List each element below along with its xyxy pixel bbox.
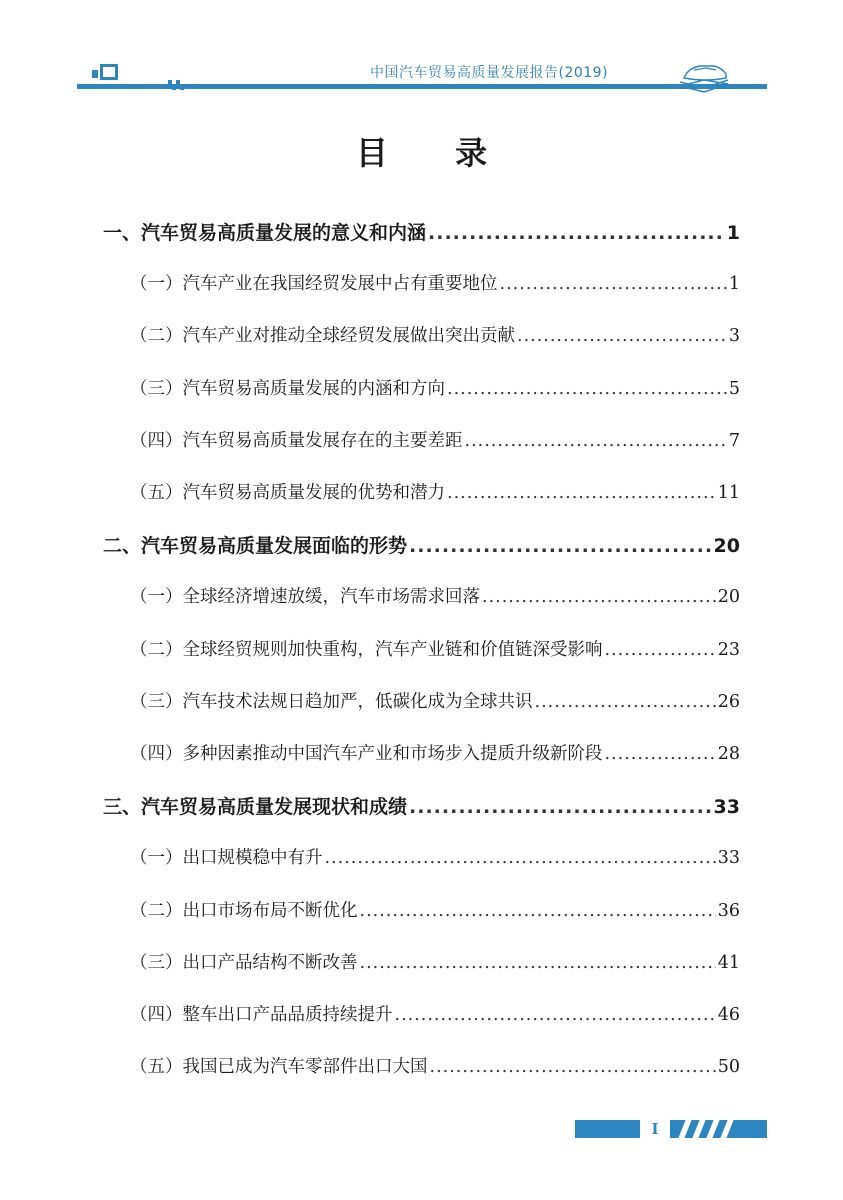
header-dots-icon: [168, 80, 184, 94]
footer-slashes-icon: [672, 1119, 742, 1139]
toc-leader-dots: [500, 274, 727, 294]
toc-entry: [130, 740, 740, 765]
toc-entry-page: 20: [713, 535, 740, 557]
toc-entry: [130, 844, 740, 869]
toc-entry: [130, 1053, 740, 1078]
toc-entry: [130, 479, 740, 504]
toc-entry: [103, 792, 740, 819]
toc-entry-label: （四）多种因素推动中国汽车产业和市场步入提质升级新阶段: [130, 744, 603, 764]
toc-entry: [130, 270, 740, 295]
toc-leader-dots: [447, 483, 716, 503]
toc-entry-page: 36: [717, 901, 740, 921]
toc-leader-dots: [482, 587, 716, 607]
toc-entry-page: 33: [717, 848, 740, 868]
toc-entry-page: 20: [717, 587, 740, 607]
toc-leader-dots: [360, 953, 716, 973]
toc-entry-label: （一）出口规模稳中有升: [130, 848, 323, 868]
footer-page-number: I: [640, 1119, 670, 1139]
toc-entry: [130, 322, 740, 347]
toc-leader-dots: [605, 640, 716, 660]
toc-entry-page: 41: [717, 953, 740, 973]
toc-entry-label: 一、汽车贸易高质量发展的意义和内涵: [103, 222, 427, 244]
toc-entry: [130, 583, 740, 608]
header-logo-icon: [92, 62, 122, 82]
toc-leader-dots: [409, 535, 712, 557]
toc-entry: [130, 688, 740, 713]
toc-entry: [130, 897, 740, 922]
toc-entry-label: （五）汽车贸易高质量发展的优势和潜力: [130, 483, 445, 503]
toc-entry-page: 23: [717, 640, 740, 660]
toc-entry-label: （二）全球经贸规则加快重构，汽车产业链和价值链深受影响: [130, 640, 603, 660]
toc-entry: [130, 375, 740, 400]
toc-entry-label: （二）汽车产业对推动全球经贸发展做出突出贡献: [130, 326, 515, 346]
car-book-icon: [676, 58, 732, 94]
toc-entry: [130, 636, 740, 661]
toc-entry-page: 5: [728, 379, 740, 399]
toc-entry-label: （三）汽车贸易高质量发展的内涵和方向: [130, 379, 445, 399]
toc-entry: [103, 531, 740, 558]
toc-entry-label: （一）全球经济增速放缓，汽车市场需求回落: [130, 587, 480, 607]
toc-entry-label: （一）汽车产业在我国经贸发展中占有重要地位: [130, 274, 498, 294]
toc-leader-dots: [395, 1005, 716, 1025]
toc-leader-dots: [465, 431, 727, 451]
toc-entry-page: 33: [713, 796, 740, 818]
toc-entry-label: （五）我国已成为汽车零部件出口大国: [130, 1057, 428, 1077]
toc-entry-page: 1: [728, 274, 740, 294]
toc-entry-label: （三）出口产品结构不断改善: [130, 953, 358, 973]
toc-entry-label: 三、汽车贸易高质量发展现状和成绩: [103, 796, 408, 818]
toc-leader-dots: [535, 692, 716, 712]
toc-entry: [130, 949, 740, 974]
toc-entry-page: 1: [726, 222, 740, 244]
toc-entry-label: （四）整车出口产品品质持续提升: [130, 1005, 393, 1025]
toc-entry-page: 28: [717, 744, 740, 764]
toc-leader-dots: [409, 796, 712, 818]
toc-entry-label: （四）汽车贸易高质量发展存在的主要差距: [130, 431, 463, 451]
toc-entry-label: （二）出口市场布局不断优化: [130, 901, 358, 921]
toc-entry: [130, 427, 740, 452]
toc-leader-dots: [428, 222, 725, 244]
toc-entry-page: 46: [717, 1005, 740, 1025]
toc-entry-page: 11: [717, 483, 740, 503]
toc-leader-dots: [605, 744, 716, 764]
page-title: 目 录: [355, 134, 516, 172]
toc-entry: [103, 218, 740, 245]
toc-leader-dots: [360, 901, 716, 921]
toc-leader-dots: [517, 326, 727, 346]
toc-leader-dots: [325, 848, 716, 868]
toc-entry-label: （三）汽车技术法规日趋加严，低碳化成为全球共识: [130, 692, 533, 712]
toc-leader-dots: [447, 379, 727, 399]
toc-entry-page: 3: [728, 326, 740, 346]
toc-entry-label: 二、汽车贸易高质量发展面临的形势: [103, 535, 408, 557]
header-title: 中国汽车贸易高质量发展报告(2019): [370, 65, 609, 81]
toc-entry-page: 7: [728, 431, 740, 451]
toc-leader-dots: [430, 1057, 716, 1077]
toc-entry-page: 50: [717, 1057, 740, 1077]
toc-entry: [130, 1001, 740, 1026]
toc-entry-page: 26: [717, 692, 740, 712]
